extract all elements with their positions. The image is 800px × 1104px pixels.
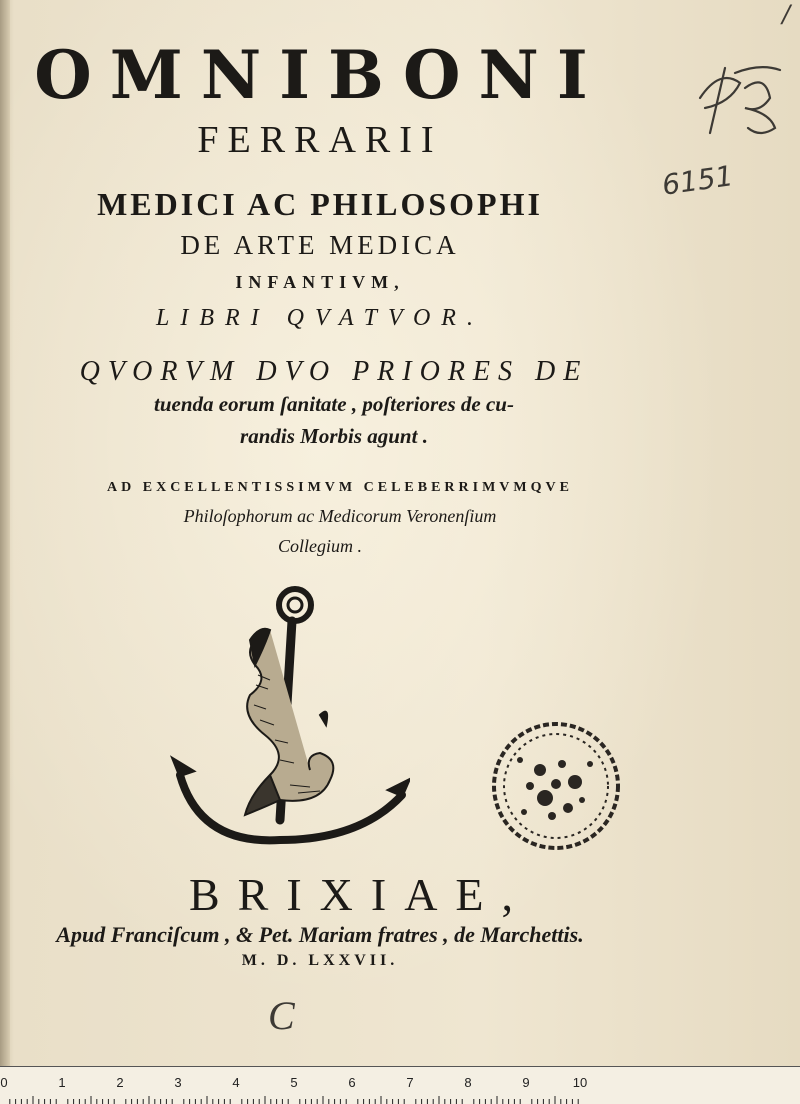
corner-mark: / bbox=[782, 0, 791, 28]
description-line3: randis Morbis agunt . bbox=[240, 424, 428, 448]
ruler-label: 2 bbox=[116, 1075, 124, 1090]
ruler-label: 4 bbox=[232, 1075, 240, 1090]
book-subject: DE ARTE MEDICA bbox=[180, 230, 460, 260]
ruler-label: 7 bbox=[406, 1075, 414, 1090]
page-binding-edge bbox=[0, 0, 10, 1103]
dedication-line1: AD EXCELLENTISSIMVM CELEBERRIMVMQVE bbox=[107, 480, 573, 495]
description-line2: tuenda eorum ſanitate , poſteriores de cu- bbox=[154, 392, 514, 416]
printers-device-anchor-dolphin bbox=[170, 585, 410, 855]
ruler-label: 3 bbox=[174, 1075, 182, 1090]
shelf-number: 6151 bbox=[660, 159, 736, 202]
dedication-line2: Philoſophorum ac Medicorum Veronenſium bbox=[183, 506, 497, 526]
imprint-year: M. D. LXXVII. bbox=[241, 952, 399, 969]
ruler-label: 10 bbox=[572, 1075, 588, 1090]
ruler-label: 8 bbox=[464, 1075, 472, 1090]
description-line1: QVORVM DVO PRIORES DE bbox=[79, 356, 589, 387]
imprint-printer: Apud Franciſcum , & Pet. Mariam fratres , de Marchettis. bbox=[56, 922, 584, 947]
ruler-label: 0 bbox=[0, 1075, 8, 1090]
handwritten-signature bbox=[690, 58, 790, 148]
author-name-line2: FERRARII bbox=[197, 119, 443, 161]
author-name-line1: OMNIBONI bbox=[34, 36, 606, 114]
ruler-label: 5 bbox=[290, 1075, 298, 1090]
ruler-label: 9 bbox=[522, 1075, 530, 1090]
ruler-label: 6 bbox=[348, 1075, 356, 1090]
ruler-label: 1 bbox=[58, 1075, 66, 1090]
measurement-ruler bbox=[0, 1066, 800, 1104]
dedication-line3: Collegium . bbox=[278, 536, 362, 556]
books-count: LIBRI QVATVOR. bbox=[156, 305, 484, 331]
book-subject-continued: INFANTIVM, bbox=[235, 272, 405, 292]
handwritten-letter: C bbox=[268, 993, 295, 1038]
imprint-place: BRIXIAE, bbox=[188, 869, 532, 920]
author-profession: MEDICI AC PHILOSOPHI bbox=[97, 186, 543, 222]
library-stamp bbox=[490, 720, 622, 852]
